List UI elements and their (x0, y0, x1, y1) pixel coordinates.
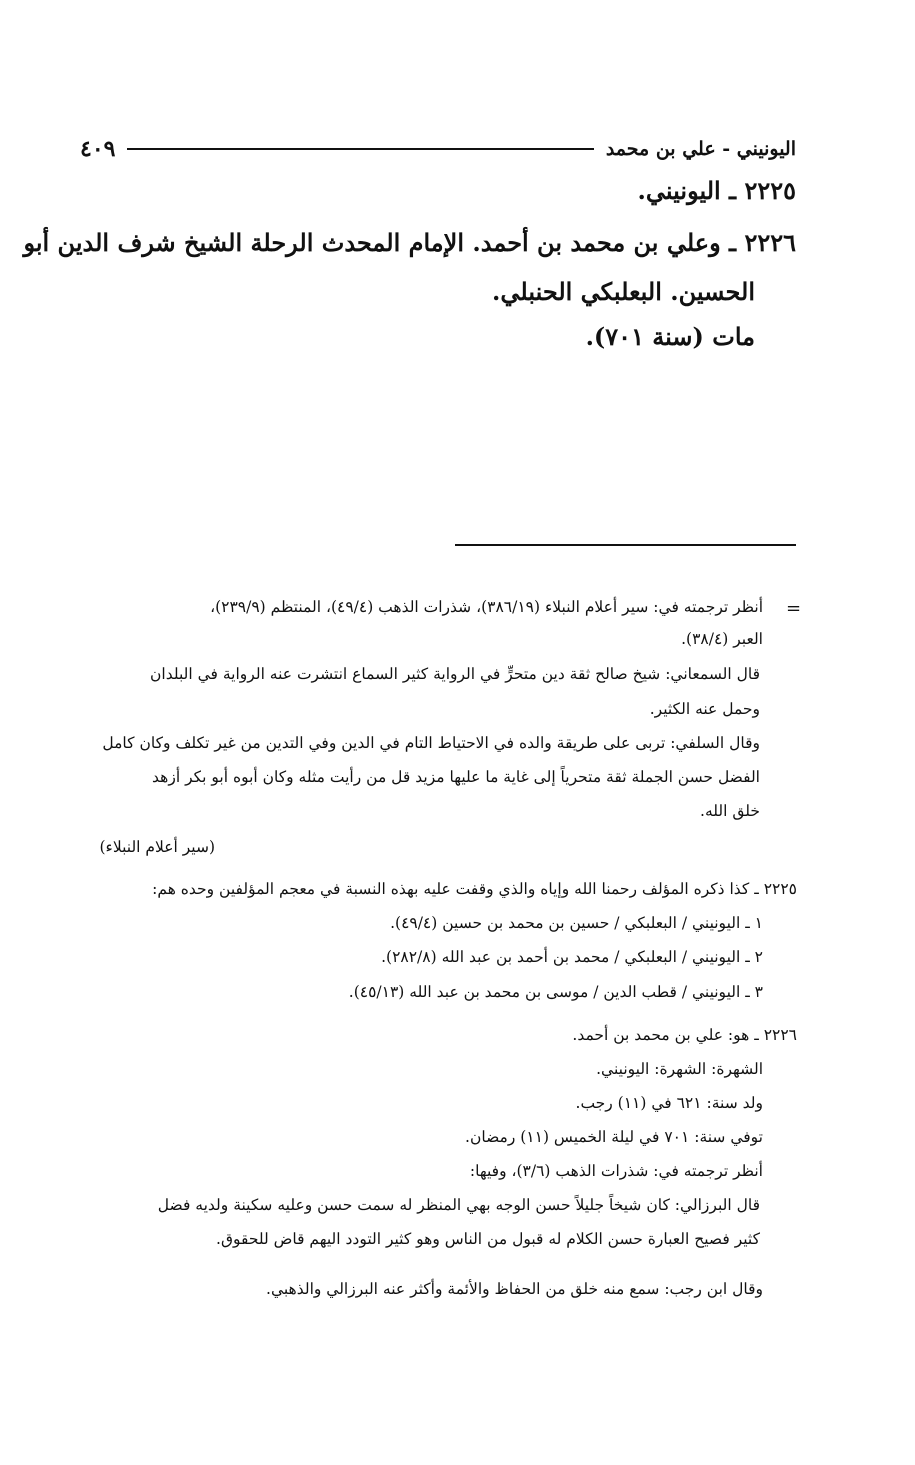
entry-2225: ٢٢٢٥ ـ اليونيني. (637, 176, 796, 205)
footnote-line: قال البرزالي: كان شيخاً جليلاً حسن الوجه بهي المنظر له سمت حسن وعليه سكينة ولديه فضل (157, 1196, 760, 1214)
entry-2226-line-3: مات (سنة ٧٠١). (585, 322, 755, 351)
footnote-line: ٢٢٢٥ ـ كذا ذكره المؤلف رحمنا الله وإياه والذي وقفت عليه بهذه النسبة في معجم المؤلفين وحده هم: (152, 880, 797, 898)
footnote-line: وقال السلفي: تربى على طريقة والده في الاحتياط التام في الدين وفي التدين من غير تكلف وكان كامل (102, 734, 760, 752)
footnote-line: الشهرة: الشهرة: اليونيني. (596, 1060, 763, 1078)
footnote-line: وقال ابن رجب: سمع منه خلق من الحفاظ والأئمة وأكثر عنه البرزالي والذهبي. (266, 1280, 763, 1298)
footnote-separator (455, 544, 796, 546)
footnote-line: ٣ ـ اليونيني / قطب الدين / موسى بن محمد بن عبد الله (٤٥/١٣). (348, 983, 763, 1001)
footnote-line: وحمل عنه الكثير. (649, 700, 760, 718)
entry-2226-line-1: ٢٢٢٦ ـ وعلي بن محمد بن أحمد. الإمام المحدث الرحلة الشيخ شرف الدين أبو (23, 228, 796, 257)
footnote-line: أنظر ترجمته في: سير أعلام النبلاء (٣٨٦/١٩)، شذرات الذهب (٤٩/٤)، المنتظم (٢٣٩/٩)، (210, 598, 763, 616)
page-header (80, 132, 796, 166)
footnote-line: ولد سنة: ٦٢١ في (١١) رجب. (575, 1094, 763, 1112)
footnote-source: (سير أعلام النبلاء) (99, 838, 215, 856)
page-number: ٤٠٩ (80, 136, 116, 162)
footnote-line: قال السمعاني: شيخ صالح ثقة دين متحرٍّ في الرواية كثير السماع انتشرت عنه الرواية في البلدان (150, 665, 760, 683)
footnote-line: توفي سنة: ٧٠١ في ليلة الخميس (١١) رمضان. (465, 1128, 763, 1146)
footnote-line: العبر (٣٨/٤). (681, 630, 763, 648)
header-rule (127, 148, 593, 150)
footnote-line: كثير فصيح العبارة حسن الكلام له قبول من الناس وهو كثير التودد اليهم قاض للحقوق. (216, 1230, 760, 1248)
footnote-line: ٢٢٢٦ ـ هو: علي بن محمد بن أحمد. (572, 1026, 797, 1044)
entry-2226-line-2: الحسين. البعلبكي الحنبلي. (492, 277, 755, 306)
footnote-line: ١ ـ اليونيني / البعلبكي / حسين بن محمد بن حسين (٤٩/٤). (390, 914, 763, 932)
running-head: اليونيني - علي بن محمد (605, 138, 796, 160)
footnote-line: ٢ ـ اليونيني / البعلبكي / محمد بن أحمد بن عبد الله (٢٨٢/٨). (381, 948, 763, 966)
continuation-marker: = (786, 598, 802, 619)
footnote-line: أنظر ترجمته في: شذرات الذهب (٣/٦)، وفيها: (469, 1162, 763, 1180)
footnote-line: الفضل حسن الجملة ثقة متحرياً إلى غاية ما عليها مزيد قل من رأيت مثله وكان أبوه أبو بكر أزهد (152, 768, 760, 786)
footnote-line: خلق الله. (700, 802, 760, 820)
